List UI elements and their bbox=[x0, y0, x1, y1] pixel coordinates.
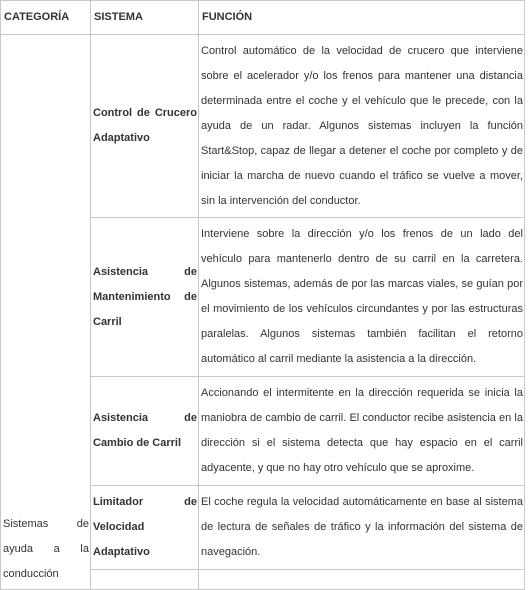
header-categoria: CATEGORÍA bbox=[1, 1, 91, 35]
category-cell: Sistemas de ayuda a la conducción bbox=[1, 35, 91, 590]
system-cell: Control de Crucero Adaptativo bbox=[91, 35, 199, 218]
header-row bbox=[1, 1, 525, 35]
function-cell: Interviene sobre la dirección y/o los frenos de un lado del vehículo para mantenerlo dentro de su carril en la carretera. Algunos sistemas, además de por las marcas viales, se guían por el movimiento de los vehículos circundantes y por las estructuras paralelas. Algunos sistemas también facilitan el retorno automático al carril mediante la asistencia a la dirección. bbox=[199, 218, 525, 377]
function-cell: Control automático de la velocidad de crucero que interviene sobre el acelerador y/o los frenos para mantener una distancia determinada entre el coche y el vehículo que le precede, con la ayuda de un radar. Algunos sistemas incluyen la función Start&Stop, capaz de llegar a detener el coche por completo y de iniciar la marcha de nuevo cuando el tráfico se vuelve a mover, sin la intervención del conductor. bbox=[199, 35, 525, 218]
header-sistema: SISTEMA bbox=[91, 1, 199, 35]
system-cell: Asistencia de Cambio de Carril bbox=[91, 377, 199, 486]
table-row bbox=[1, 35, 525, 218]
system-cell: Limitador de Velocidad Adaptativo bbox=[91, 486, 199, 570]
function-cell: Accionando el intermitente en la dirección requerida se inicia la maniobra de cambio de carril. El conductor recibe asistencia en la dirección si el sistema detecta que hay espacio en el carril adyacente, y que no hay otro vehículo que se aproxime. bbox=[199, 377, 525, 486]
header-funcion: FUNCIÓN bbox=[199, 1, 525, 35]
system-cell: Asistencia de Mantenimiento de Carril bbox=[91, 218, 199, 377]
function-cell: El coche regula la velocidad automáticamente en base al sistema de lectura de señales de tráfico y la información del sistema de navegación. bbox=[199, 486, 525, 570]
